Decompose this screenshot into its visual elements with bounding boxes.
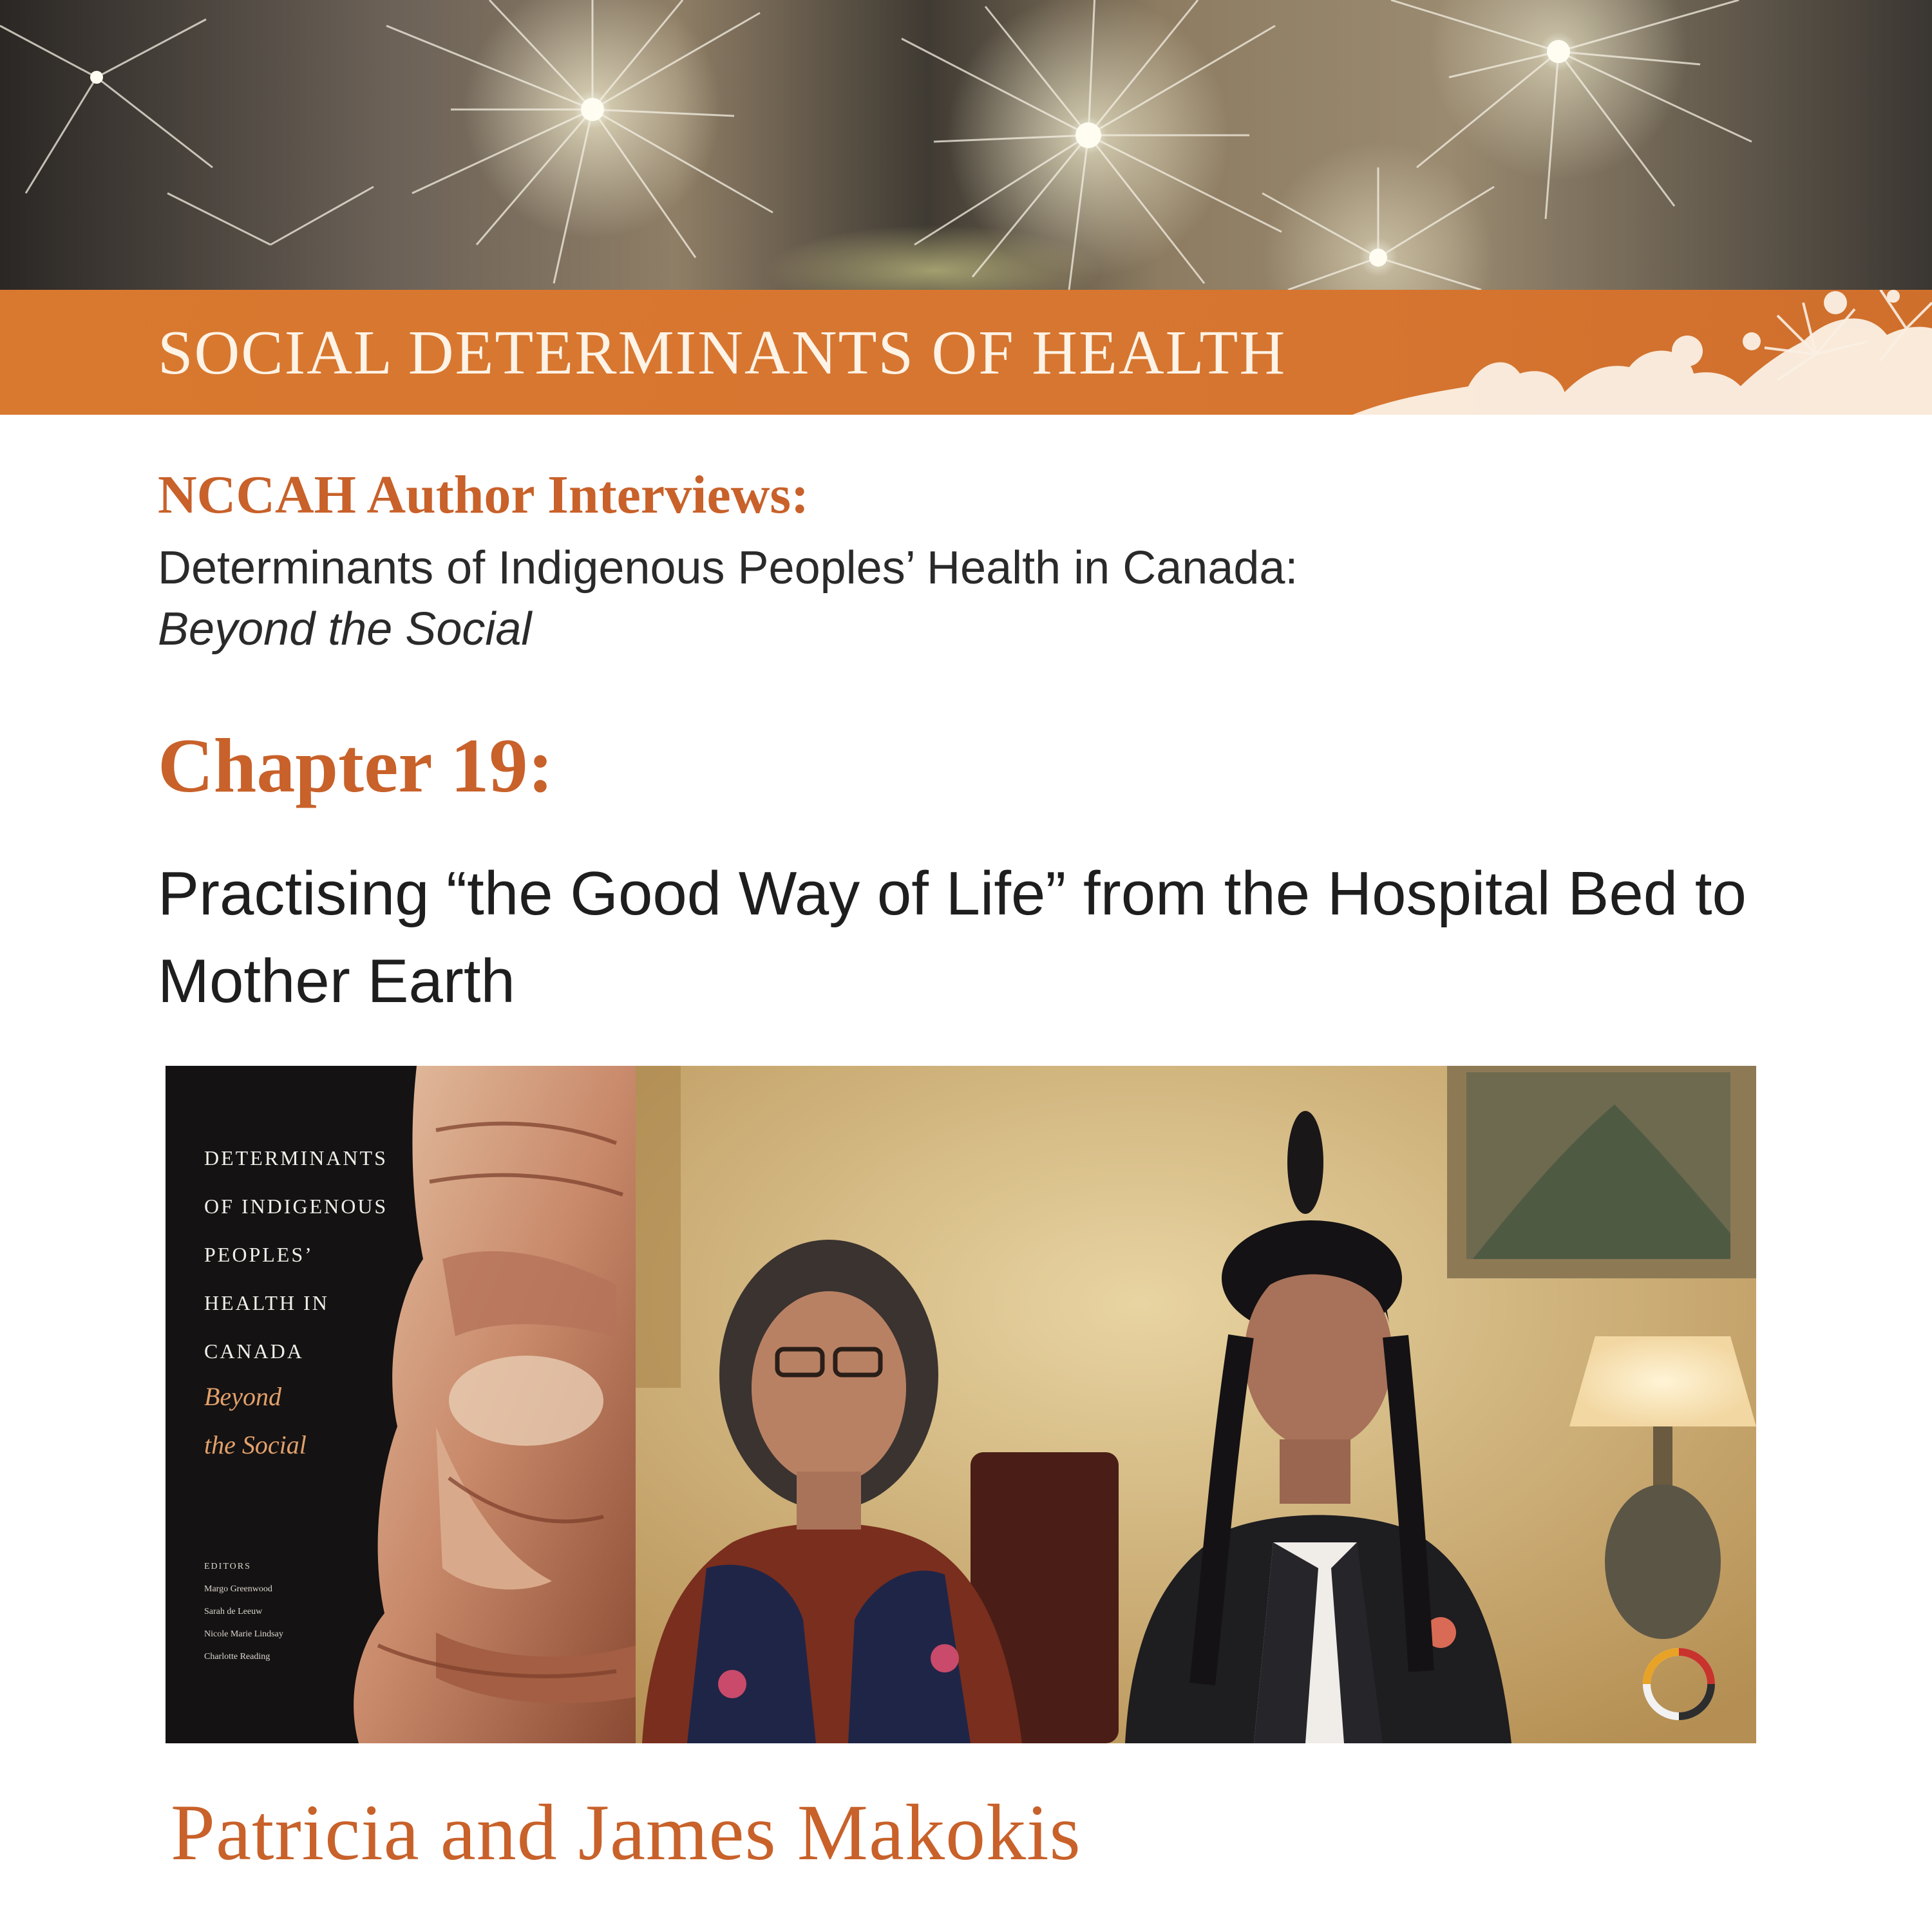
book-title-line2: Beyond the Social <box>158 603 532 655</box>
cover-subtitle-1: Beyond <box>204 1382 281 1411</box>
interview-scene <box>636 1066 1756 1743</box>
cover-editors-label: EDITORS <box>204 1562 251 1571</box>
book-cover <box>166 1066 636 1743</box>
title-band <box>0 290 1932 415</box>
cover-editor-3: Nicole Marie Lindsay <box>204 1629 283 1639</box>
cover-editor-4: Charlotte Reading <box>204 1652 270 1662</box>
header-photo <box>0 0 1932 290</box>
chapter-title: Practising “the Good Way of Life” from the Hospital Bed to Mother Earth <box>158 859 1747 1016</box>
cover-line-1: DETERMINANTS <box>204 1146 388 1170</box>
dandelion-seeds-illustration <box>0 0 1932 290</box>
chapter-label: Chapter 19: <box>158 723 554 808</box>
cover-line-3: PEOPLES’ <box>204 1243 314 1266</box>
cover-line-4: HEALTH IN <box>204 1291 329 1314</box>
banner-title: SOCIAL DETERMINANTS OF HEALTH <box>158 318 1287 388</box>
book-title-line1: Determinants of Indigenous Peoples’ Health in Canada: <box>158 542 1298 594</box>
cover-editor-1: Margo Greenwood <box>204 1584 272 1594</box>
cover-line-2: OF INDIGENOUS <box>204 1195 388 1218</box>
author-names: Patricia and James Makokis <box>171 1788 1081 1877</box>
cover-line-5: CANADA <box>204 1340 304 1363</box>
series-label: NCCAH Author Interviews: <box>158 465 810 525</box>
interview-illustration <box>636 1066 1756 1743</box>
cover-editor-2: Sarah de Leeuw <box>204 1607 263 1616</box>
cover-subtitle-2: the Social <box>204 1430 307 1459</box>
flower-silhouette-decoration <box>1352 290 1932 415</box>
interview-photo-composite <box>166 1066 1756 1743</box>
